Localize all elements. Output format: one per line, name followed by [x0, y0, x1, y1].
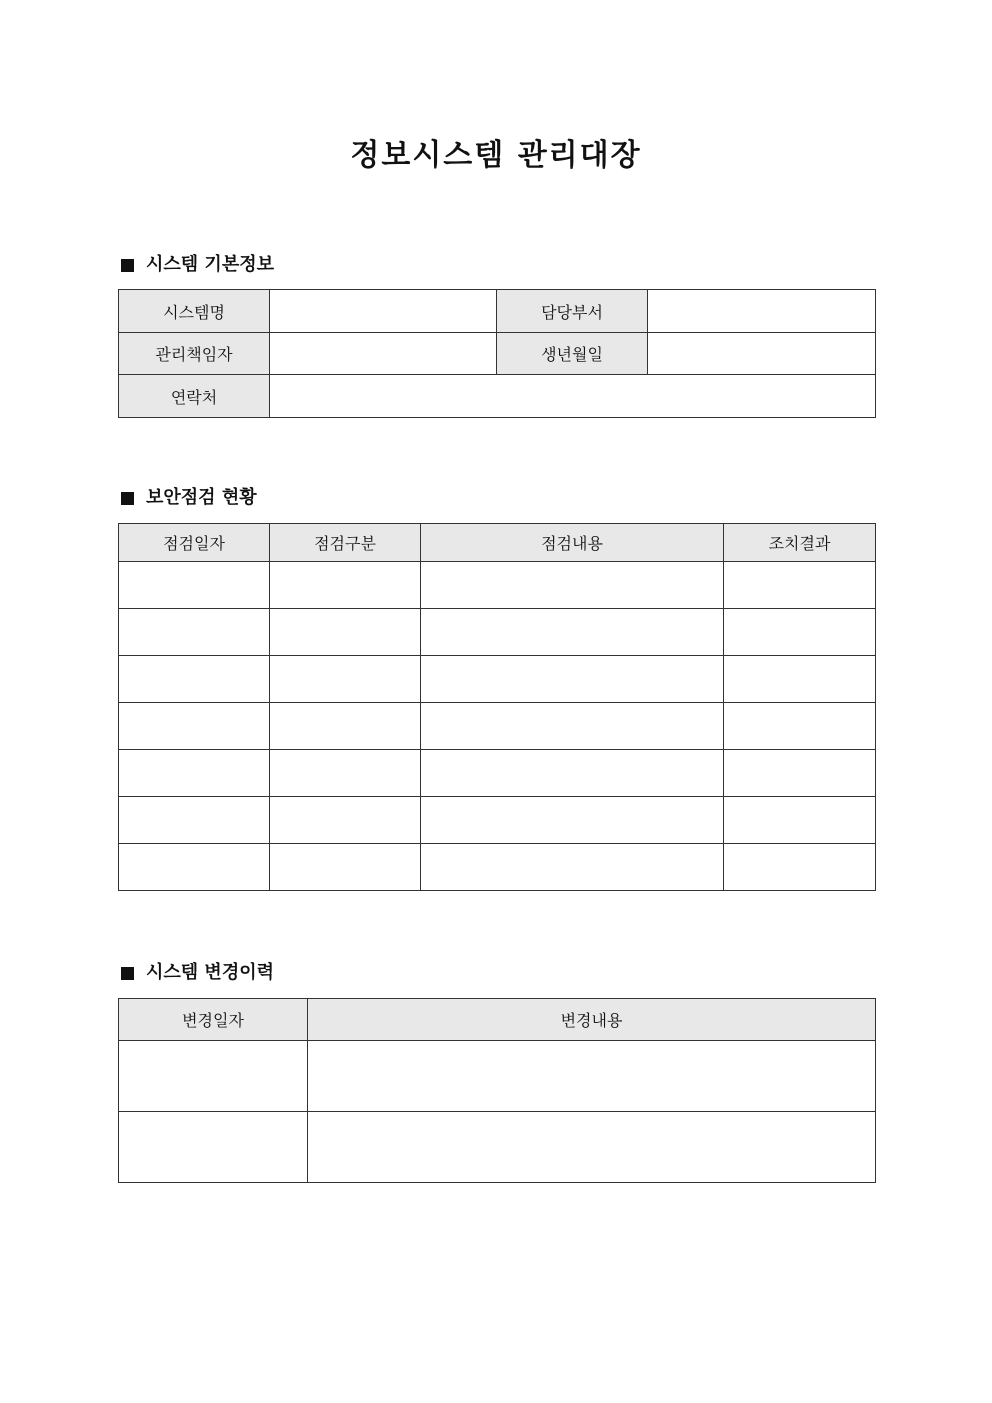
change-history-table — [118, 998, 876, 1183]
label-birth-date: 생년월일 — [497, 333, 648, 375]
table-cell[interactable] — [724, 562, 876, 609]
label-manager: 관리책임자 — [119, 333, 270, 375]
table-cell[interactable] — [270, 844, 421, 891]
table-cell[interactable] — [119, 1112, 308, 1183]
label-system-name: 시스템명 — [119, 290, 270, 333]
table-cell[interactable] — [270, 562, 421, 609]
square-bullet-icon — [121, 492, 134, 505]
table-cell[interactable] — [119, 656, 270, 703]
table-cell[interactable] — [270, 656, 421, 703]
table-cell[interactable] — [119, 562, 270, 609]
table-cell[interactable] — [724, 797, 876, 844]
table-cell[interactable] — [270, 797, 421, 844]
table-cell[interactable] — [421, 797, 724, 844]
table-cell[interactable] — [421, 562, 724, 609]
table-cell[interactable] — [421, 703, 724, 750]
label-department: 담당부서 — [497, 290, 648, 333]
field-birth-date[interactable] — [648, 333, 876, 375]
table-row — [119, 844, 876, 891]
section-heading-text: 시스템 기본정보 — [146, 254, 274, 275]
table-cell[interactable] — [724, 750, 876, 797]
table-cell[interactable] — [270, 750, 421, 797]
field-department[interactable] — [648, 290, 876, 333]
table-row — [119, 703, 876, 750]
column-header: 점검일자 — [119, 524, 270, 562]
table-row — [119, 797, 876, 844]
column-header: 점검구분 — [270, 524, 421, 562]
table-cell[interactable] — [119, 750, 270, 797]
table-cell[interactable] — [119, 609, 270, 656]
table-cell[interactable] — [421, 656, 724, 703]
table-row — [119, 656, 876, 703]
table-cell[interactable] — [270, 609, 421, 656]
table-cell[interactable] — [724, 609, 876, 656]
table-cell[interactable] — [119, 844, 270, 891]
square-bullet-icon — [121, 259, 134, 272]
field-system-name[interactable] — [270, 290, 497, 333]
section-heading-text: 시스템 변경이력 — [146, 962, 274, 983]
security-inspection-table — [118, 523, 876, 891]
basic-info-table — [118, 289, 876, 418]
table-cell[interactable] — [270, 703, 421, 750]
section-heading-security — [118, 485, 257, 511]
field-contact[interactable] — [270, 375, 876, 418]
label-contact: 연락처 — [119, 375, 270, 418]
table-cell[interactable] — [119, 1041, 308, 1112]
table-cell[interactable] — [421, 609, 724, 656]
table-cell[interactable] — [119, 703, 270, 750]
table-cell[interactable] — [724, 703, 876, 750]
square-bullet-icon — [121, 967, 134, 980]
table-row — [119, 562, 876, 609]
column-header: 점검내용 — [421, 524, 724, 562]
column-header: 변경내용 — [308, 999, 876, 1041]
column-header: 조치결과 — [724, 524, 876, 562]
table-row — [119, 750, 876, 797]
section-heading-changes — [118, 960, 274, 986]
table-cell[interactable] — [308, 1112, 876, 1183]
page-title: 정보시스템 관리대장 — [350, 138, 642, 173]
column-header: 변경일자 — [119, 999, 308, 1041]
table-cell[interactable] — [308, 1041, 876, 1112]
table-row — [119, 1041, 876, 1112]
table-cell[interactable] — [724, 844, 876, 891]
table-cell[interactable] — [724, 656, 876, 703]
section-heading-basic — [118, 252, 274, 278]
table-cell[interactable] — [119, 797, 270, 844]
field-manager[interactable] — [270, 333, 497, 375]
table-row — [119, 609, 876, 656]
section-heading-text: 보안점검 현황 — [146, 487, 257, 508]
table-cell[interactable] — [421, 750, 724, 797]
table-cell[interactable] — [421, 844, 724, 891]
table-row — [119, 1112, 876, 1183]
